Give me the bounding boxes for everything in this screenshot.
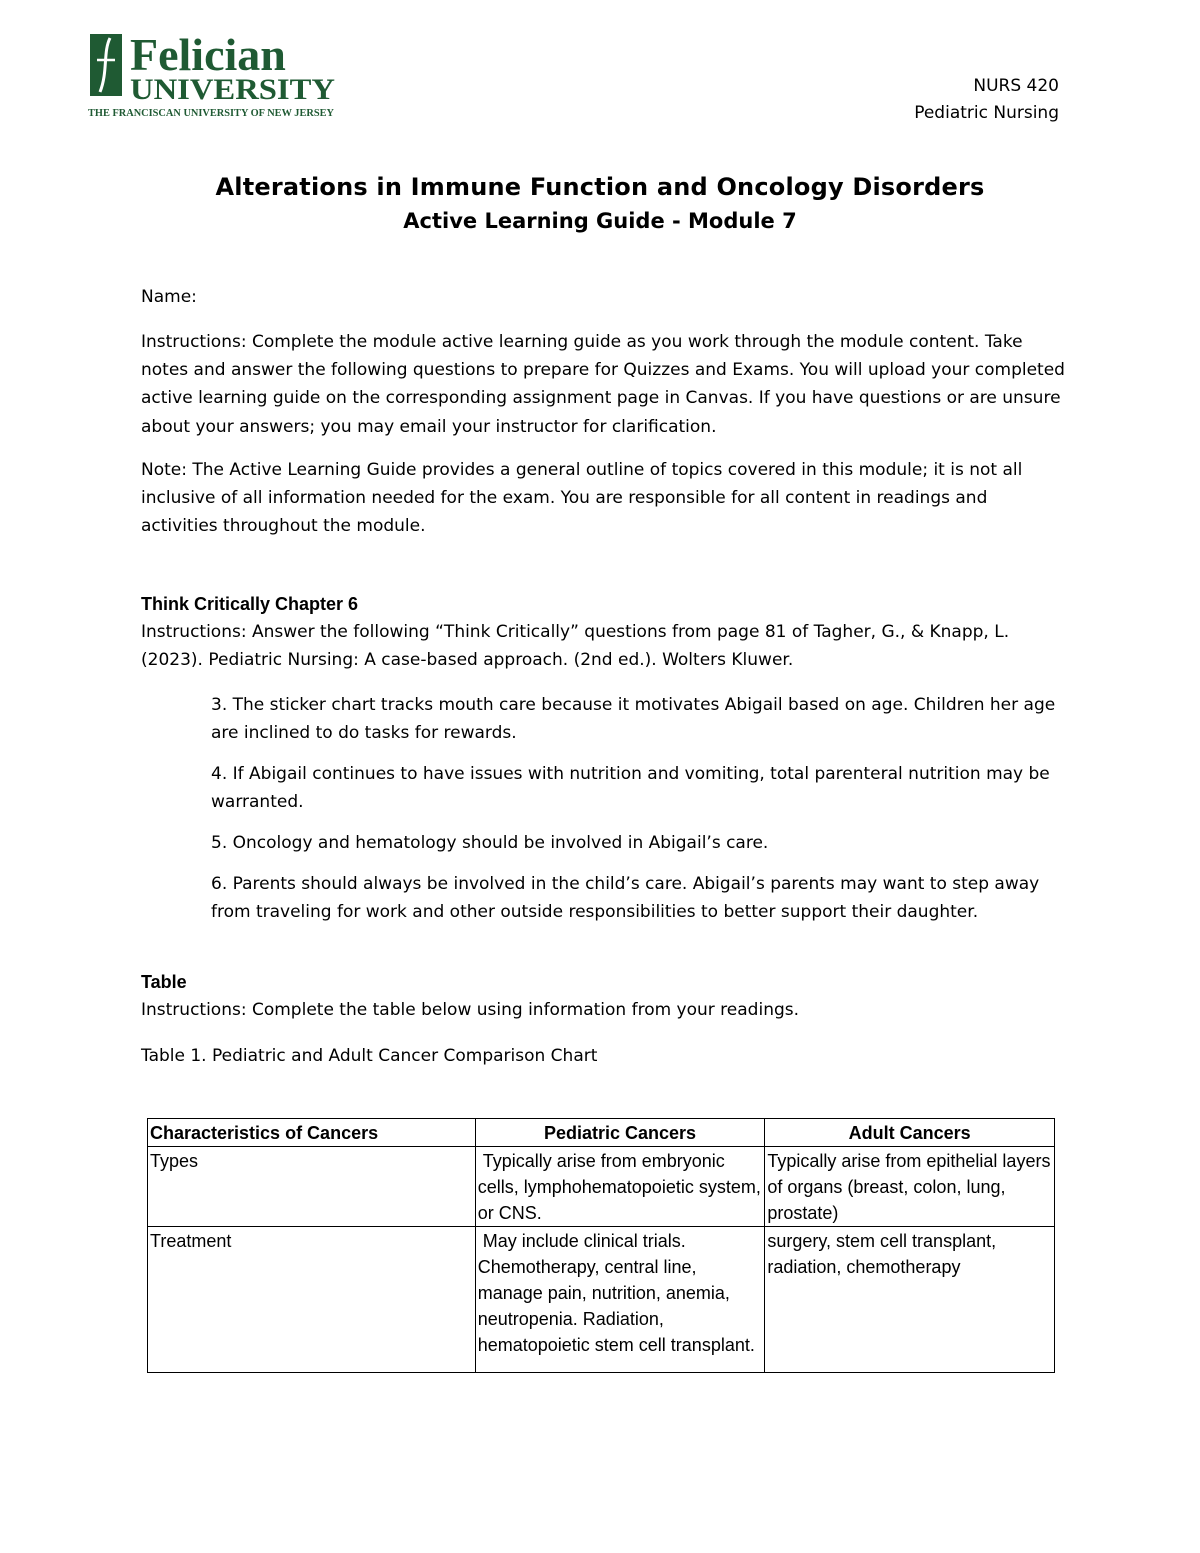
course-info (914, 73, 1059, 127)
course-code: NURS 420 (973, 76, 1059, 96)
note-block (141, 456, 1066, 541)
logo-tagline: THE FRANCISCAN UNIVERSITY OF NEW JERSEY (88, 108, 335, 119)
logo-name: Felician (130, 30, 286, 80)
column-header: Adult Cancers (765, 1119, 1055, 1147)
table-section (141, 968, 1066, 1024)
think-critically-heading: Think Critically Chapter 6 (141, 594, 359, 614)
name-label: Name: (141, 287, 197, 307)
comparison-table (147, 1118, 1055, 1373)
answer-item: 5. Oncology and hematology should be involved in Abigail’s care. (211, 832, 769, 853)
pediatric-cell: Typically arise from embryonic cells, lymphohematopoietic system, or CNS. (475, 1147, 765, 1227)
adult-cell: surgery, stem cell transplant, radiation, chemotherapy (765, 1227, 1055, 1373)
table-row (148, 1227, 1055, 1373)
answer-item: 6. Parents should always be involved in the child’s care. Abigail’s parents may want to step away from traveling for work and other outside responsibilities to better support their daughter. (211, 873, 1040, 922)
title-block (0, 170, 1200, 238)
instructions-text: Instructions: Complete the module active learning guide as you work through the module content. Take notes and answer the following questions to prepare for Quizzes and Exams. You will upload your completed active learning guide on the corresponding assignment page in Canvas. If you have questions or are unsure about your answers; you may email your instructor for clarification. (141, 332, 1065, 437)
table-header-row (148, 1119, 1055, 1147)
row-label: Treatment (148, 1227, 476, 1373)
column-header: Characteristics of Cancers (148, 1119, 476, 1147)
table-row (148, 1147, 1055, 1227)
felician-logo-icon (86, 30, 348, 122)
table-caption-block (141, 1042, 1066, 1070)
note-text: Note: The Active Learning Guide provides a general outline of topics covered in this module; it is not all inclusive of all information needed for the exam. You are responsible for all content in readings and activities throughout the module. (141, 460, 1023, 537)
think-critically-section (141, 590, 1066, 675)
row-label: Types (148, 1147, 476, 1227)
page-title: Alterations in Immune Function and Oncology Disorders (215, 173, 985, 201)
logo-name-2: UNIVERSITY (130, 73, 336, 106)
adult-cell: Typically arise from epithelial layers of organs (breast, colon, lung, prostate) (765, 1147, 1055, 1227)
name-field-label (141, 283, 1066, 311)
column-header: Pediatric Cancers (475, 1119, 765, 1147)
table-heading: Table (141, 972, 187, 992)
instructions-block (141, 328, 1066, 441)
course-name: Pediatric Nursing (914, 103, 1059, 123)
table-instructions: Instructions: Complete the table below using information from your readings. (141, 1000, 800, 1021)
table-caption: Table 1. Pediatric and Adult Cancer Comparison Chart (141, 1046, 598, 1066)
answer-item: 4. If Abigail continues to have issues with nutrition and vomiting, total parenteral nutrition may be warranted. (211, 763, 1050, 813)
think-critically-instructions: Instructions: Answer the following “Think Critically” questions from page 81 of Tagher, G., & Knapp, L. (2023). Pediatric Nursing: A case-based approach. (2nd ed.). Wolters Kluwer. (141, 622, 1010, 671)
pediatric-cell: May include clinical trials. Chemotherapy, central line, manage pain, nutrition, anemia, neutropenia. Radiation, hematopoietic stem cell transplant. (475, 1227, 765, 1373)
university-logo (86, 30, 348, 122)
answer-list (211, 691, 1066, 938)
page-subtitle: Active Learning Guide - Module 7 (403, 209, 797, 233)
answer-item: 3. The sticker chart tracks mouth care because it motivates Abigail based on age. Children her age are inclined to do tasks for rewards. (211, 695, 1056, 744)
